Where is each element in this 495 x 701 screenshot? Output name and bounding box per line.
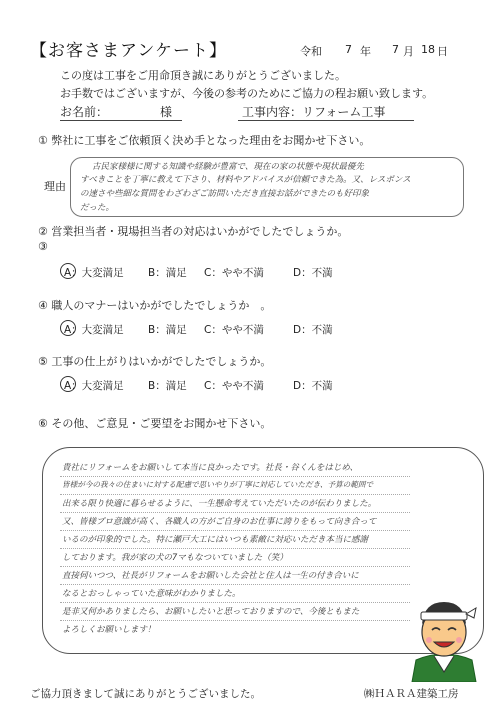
comment-line-10: よろしくお願いします！ — [62, 625, 156, 635]
ruled-line — [60, 620, 410, 621]
reason-line-1: 古民家様様に関する知識や経験が豊富で、現在の家の状態や現状最優先 — [92, 162, 364, 172]
ruled-line — [60, 566, 410, 567]
comment-line-6: しております。我が家の犬の7マもなついていました（笑） — [62, 553, 288, 563]
reason-line-3: の速さや些細な質問をわざわざご訪問いただき直接お話ができたのも好印象 — [80, 189, 370, 199]
q4-option-c: C：やや不満 — [204, 324, 264, 336]
reason-label: 理由 — [44, 180, 66, 193]
ruled-line — [60, 602, 410, 603]
ruled-line — [60, 530, 410, 531]
question-3-mark: ③ — [38, 240, 48, 253]
name-suffix: 様 — [160, 105, 173, 119]
name-label: お名前： — [60, 105, 109, 119]
date-month-unit: 月 — [403, 45, 414, 58]
comment-line-3: 出来る限り快適に暮らせるように、一生懸命考えていただいたのが伝わりました。 — [62, 499, 377, 509]
intro-line-2: お手数ではございますが、今後の参考のためにご協力の程お願い致します。 — [60, 87, 434, 100]
date-year-unit: 年 — [360, 45, 371, 58]
name-underline — [60, 120, 182, 121]
q5-option-c: C：やや不満 — [204, 380, 264, 392]
date-year: 7 — [345, 43, 352, 56]
ruled-line — [60, 584, 410, 585]
work-content: 工事内容：リフォーム工事 — [242, 105, 386, 119]
comment-line-9: 是非又何かありましたら、お願いしたいと思っておりますので、今後ともまた — [62, 607, 360, 617]
question-5: ⑤ 工事の仕上がりはいかがでしたでしょうか。 — [38, 355, 272, 368]
q2-option-c: C：やや不満 — [204, 267, 264, 279]
date-day: 18 — [421, 43, 435, 56]
question-2: ② 営業担当者・現場担当者の対応はいかがでしたでしょうか。 — [38, 225, 349, 238]
comment-line-8: なるとおっしゃっていた意味がわかりました。 — [62, 589, 241, 599]
q4-option-d: D：不満 — [293, 324, 333, 336]
q4-option-b: B：満足 — [148, 324, 187, 336]
q2-option-d: D：不満 — [293, 267, 333, 279]
q5-option-a: A：大変満足 — [64, 380, 124, 392]
reason-line-4: だった。 — [80, 203, 115, 213]
ruled-line — [60, 548, 410, 549]
comment-line-4: 又、皆様プロ意識が高く、各職人の方がご自身のお仕事に誇りをもって向き合って — [62, 517, 377, 527]
q4-option-a: A：大変満足 — [64, 324, 124, 336]
ruled-line — [60, 512, 410, 513]
survey-title: 【お客さまアンケート】 — [30, 41, 227, 61]
question-1: ① 弊社に工事をご依頼頂く決め手となった理由をお聞かせ下さい。 — [38, 134, 371, 147]
company-name: ㈱ＨＡＲＡ建築工房 — [364, 688, 459, 700]
carpenter-mascot-icon — [404, 590, 484, 682]
intro-line-1: この度は工事をご用命頂き誠にありがとうございました。 — [60, 69, 346, 82]
date-era: 令和 — [300, 45, 322, 58]
question-4: ④ 職人のマナーはいかがでしたでしょうか 。 — [38, 299, 272, 312]
comment-line-5: いるのが印象的でした。特に瀬戸大工にはいつも素敵に対応いただき本当に感謝 — [62, 535, 369, 545]
date-day-unit: 日 — [437, 45, 448, 58]
q2-option-a: A：大変満足 — [64, 267, 124, 279]
question-6: ⑥ その他、ご意見・ご要望をお聞かせ下さい。 — [38, 417, 272, 430]
q5-option-b: B：満足 — [148, 380, 187, 392]
comment-line-7: 直接伺いつつ、社長がリフォームをお願いした会社と住人は一生の付き合いに — [62, 571, 359, 581]
q5-option-d: D：不満 — [293, 380, 333, 392]
q2-option-b: B：満足 — [148, 267, 187, 279]
footer-thanks: ご協力頂きまして誠にありがとうございました。 — [30, 688, 261, 700]
date-month: 7 — [392, 43, 399, 56]
work-underline — [238, 120, 414, 121]
comment-line-1: 貴社にリフォームをお願いして本当に良かったです。社長・谷くんをはじめ、 — [62, 463, 359, 473]
comment-line-2: 皆様が今の我々の住まいに対する配慮で思いやりが丁寧に対応していただき、予算の範囲で — [62, 480, 374, 489]
reason-line-2: すべきことを丁寧に教えて下さり、材料やアドバイスが信頼できた為。又、レスポンス — [80, 175, 411, 185]
ruled-line — [60, 476, 410, 477]
ruled-line — [60, 494, 410, 495]
